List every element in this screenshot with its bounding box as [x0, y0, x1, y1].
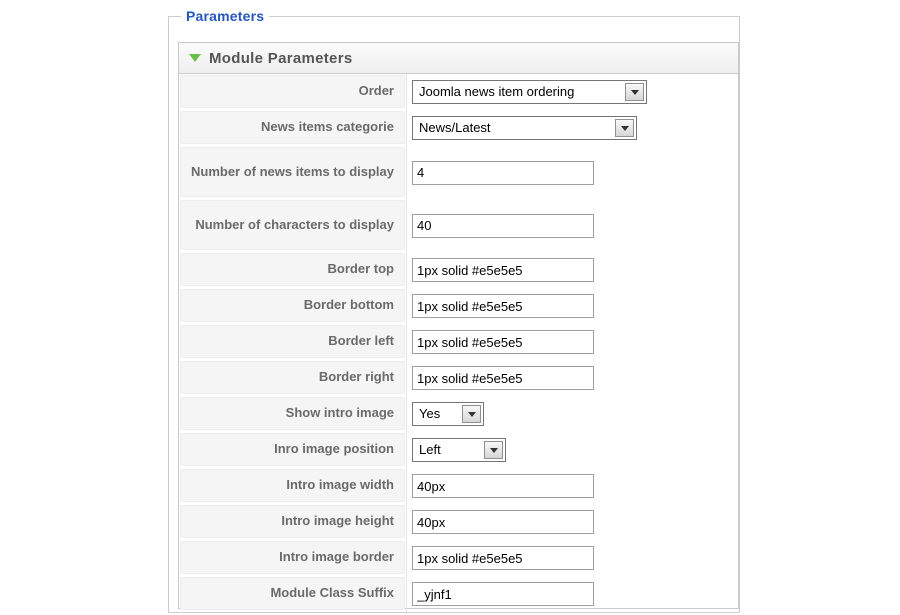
selected-option-text: Left: [419, 442, 441, 457]
number-of-characters-to-display-input[interactable]: [412, 214, 594, 238]
parameter-row: [179, 468, 738, 504]
order-label: Order: [358, 83, 394, 99]
parameter-label-cell: [180, 397, 405, 430]
parameter-input-cell: [405, 402, 738, 426]
parameter-row: [179, 396, 738, 432]
parameter-label-cell: [180, 289, 405, 322]
parameter-label-cell: [180, 541, 405, 574]
parameter-input-cell: [405, 438, 738, 462]
parameter-row: [179, 540, 738, 576]
parameter-input-cell: [405, 546, 738, 570]
parameter-row: [179, 288, 738, 324]
parameter-input-cell: [405, 510, 738, 534]
border-bottom-label: Border bottom: [303, 297, 394, 313]
parameter-row: [179, 74, 738, 110]
border-left-label: Border left: [328, 333, 394, 349]
parameter-row: [179, 199, 738, 252]
parameter-input-cell: [405, 474, 738, 498]
parameter-row: [179, 146, 738, 199]
parameter-label-cell: [180, 469, 405, 502]
intro-image-border-input[interactable]: [412, 546, 594, 570]
chevron-down-icon: [631, 90, 639, 95]
border-bottom-input[interactable]: [412, 294, 594, 318]
parameters-legend: Parameters: [186, 8, 265, 24]
selected-option-text: Joomla news item ordering: [419, 84, 575, 99]
module-parameters-header[interactable]: [179, 43, 738, 74]
parameter-label-cell: [180, 505, 405, 538]
show-intro-image-label: Show intro image: [285, 405, 394, 421]
news-items-categorie-label: News items categorie: [261, 119, 394, 135]
show-intro-image-select[interactable]: [412, 402, 484, 426]
dropdown-arrow-button[interactable]: [625, 83, 644, 101]
parameter-label-cell: [180, 361, 405, 394]
inro-image-position-label: Inro image position: [274, 441, 394, 457]
intro-image-height-input[interactable]: [412, 510, 594, 534]
number-of-news-items-to-display-input[interactable]: [412, 161, 594, 185]
parameters-fieldset: [168, 8, 740, 613]
intro-image-width-input[interactable]: [412, 474, 594, 498]
parameter-input-cell: [405, 582, 738, 606]
parameter-input-cell: [405, 258, 738, 282]
news-items-categorie-select[interactable]: [412, 116, 637, 140]
number-of-characters-to-display-label: Number of characters to display: [195, 216, 394, 232]
parameter-label-cell: [180, 253, 405, 286]
parameter-input-cell: [405, 80, 738, 104]
parameter-row: [179, 432, 738, 468]
parameter-input-cell: [405, 294, 738, 318]
intro-image-width-label: Intro image width: [286, 477, 394, 493]
parameter-input-cell: [405, 366, 738, 390]
inro-image-position-select[interactable]: [412, 438, 506, 462]
parameter-row: [179, 324, 738, 360]
chevron-down-icon: [468, 412, 476, 417]
border-top-input[interactable]: [412, 258, 594, 282]
module-parameters-panel: [178, 42, 739, 609]
selected-option-text: News/Latest: [419, 120, 491, 135]
chevron-down-icon: [490, 448, 498, 453]
panel-title: Module Parameters: [209, 49, 353, 67]
intro-image-height-label: Intro image height: [281, 513, 394, 529]
parameter-row: [179, 576, 738, 612]
parameter-input-cell: [405, 214, 738, 238]
parameter-row: [179, 110, 738, 146]
chevron-down-icon: [621, 126, 629, 131]
module-class-suffix-label: Module Class Suffix: [270, 585, 394, 601]
dropdown-arrow-button[interactable]: [615, 119, 634, 137]
number-of-news-items-to-display-label: Number of news items to display: [191, 163, 394, 179]
parameter-label-cell: [180, 577, 405, 610]
parameter-row: [179, 252, 738, 288]
dropdown-arrow-button[interactable]: [462, 405, 481, 423]
border-top-label: Border top: [327, 261, 394, 277]
parameter-label-cell: [180, 325, 405, 358]
intro-image-border-label: Intro image border: [279, 549, 394, 565]
border-right-input[interactable]: [412, 366, 594, 390]
parameter-rows: [179, 74, 738, 612]
parameter-input-cell: [405, 161, 738, 185]
parameter-label-cell: [180, 147, 405, 197]
parameter-label-cell: [180, 75, 405, 108]
parameter-label-cell: [180, 111, 405, 144]
parameter-input-cell: [405, 330, 738, 354]
order-select[interactable]: [412, 80, 647, 104]
module-class-suffix-input[interactable]: [412, 582, 594, 606]
parameter-row: [179, 504, 738, 540]
dropdown-arrow-button[interactable]: [484, 441, 503, 459]
parameter-label-cell: [180, 200, 405, 250]
parameter-input-cell: [405, 116, 738, 140]
border-left-input[interactable]: [412, 330, 594, 354]
selected-option-text: Yes: [419, 406, 441, 421]
collapse-toggle-icon[interactable]: [189, 54, 201, 62]
parameter-label-cell: [180, 433, 405, 466]
border-right-label: Border right: [318, 369, 394, 385]
parameter-row: [179, 360, 738, 396]
